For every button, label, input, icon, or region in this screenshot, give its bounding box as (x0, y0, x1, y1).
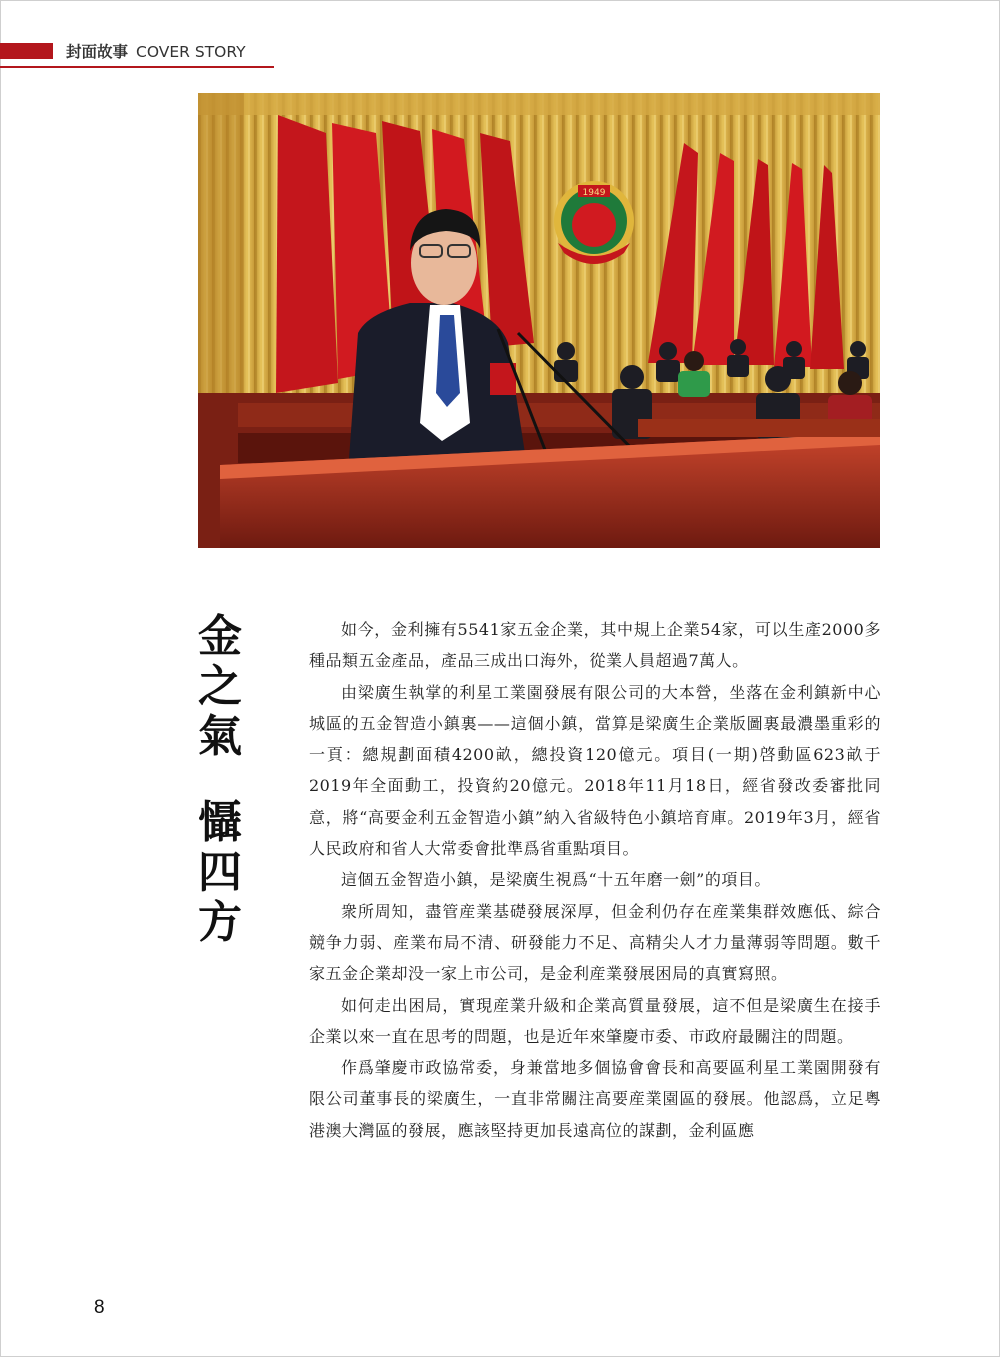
article-paragraph: 這個五金智造小鎮，是梁廣生視爲“十五年磨一劍”的項目。 (341, 870, 771, 890)
article-paragraph: 衆所周知，盡管産業基礎發展深厚，但金利仍存在産業集群效應低、綜合競争力弱、産業布局不清、研發能力不足、高精尖人才力量薄弱等問題。數千家五金企業却没一家上市公司，是金利産業發展困局的真實寫照。 (309, 901, 881, 984)
title-char: 懾 (198, 797, 242, 848)
article-paragraph: 如今，金利擁有5541家五金企業，其中規上企業54家，可以生產2000多種品類五金產品，產品三成出口海外，從業人員超過7萬人。 (309, 620, 881, 671)
article-paragraph: 由梁廣生執掌的利星工業園發展有限公司的大本營，坐落在金利鎮新中心城區的五金智造小鎮裏——這個小鎮，當算是梁廣生企業版圖裏最濃墨重彩的一頁：總規劃面積4200畝，總投資120億元。項目(一期)啓動區623畝于2019年全面動工，投資約20億元。2018年11月18日，經省發改委審批同意，將“高要金利五金智造小鎮”納入省級特色小鎮培育庫。2019年3月，經省人民政府和省人大常委會批準爲省重點項目。 (309, 682, 881, 859)
header-rule (0, 66, 274, 68)
header-accent-bar (0, 43, 53, 59)
article-paragraph: 如何走出困局，實現産業升級和企業高質量發展，這不但是梁廣生在接手企業以來一直在思考的問題，也是近年來肇慶市委、市政府最關注的問題。 (309, 995, 881, 1046)
section-header (66, 40, 246, 62)
section-title-cn: 封面故事 (66, 43, 129, 61)
title-char: 方 (198, 897, 242, 948)
article-paragraph: 作爲肇慶市政協常委，身兼當地多個協會會長和高要區利星工業園開發有限公司董事長的梁廣生，一直非常關注高要産業園區的發展。他認爲，立足粵港澳大灣區的發展，應該堅持更加長遠高位的謀劃，金利區應 (309, 1058, 881, 1140)
page-number: 8 (94, 1297, 105, 1318)
cppcc-emblem (554, 181, 634, 264)
title-char: 之 (198, 661, 242, 712)
section-title-en: COVER STORY (136, 43, 246, 61)
vertical-title (192, 612, 248, 948)
emblem-year: 1949 (582, 188, 606, 198)
cover-photo (198, 93, 880, 548)
title-char: 金 (198, 611, 242, 662)
article-body (309, 614, 881, 1146)
title-char: 四 (198, 847, 242, 898)
title-char: 氣 (198, 711, 242, 762)
